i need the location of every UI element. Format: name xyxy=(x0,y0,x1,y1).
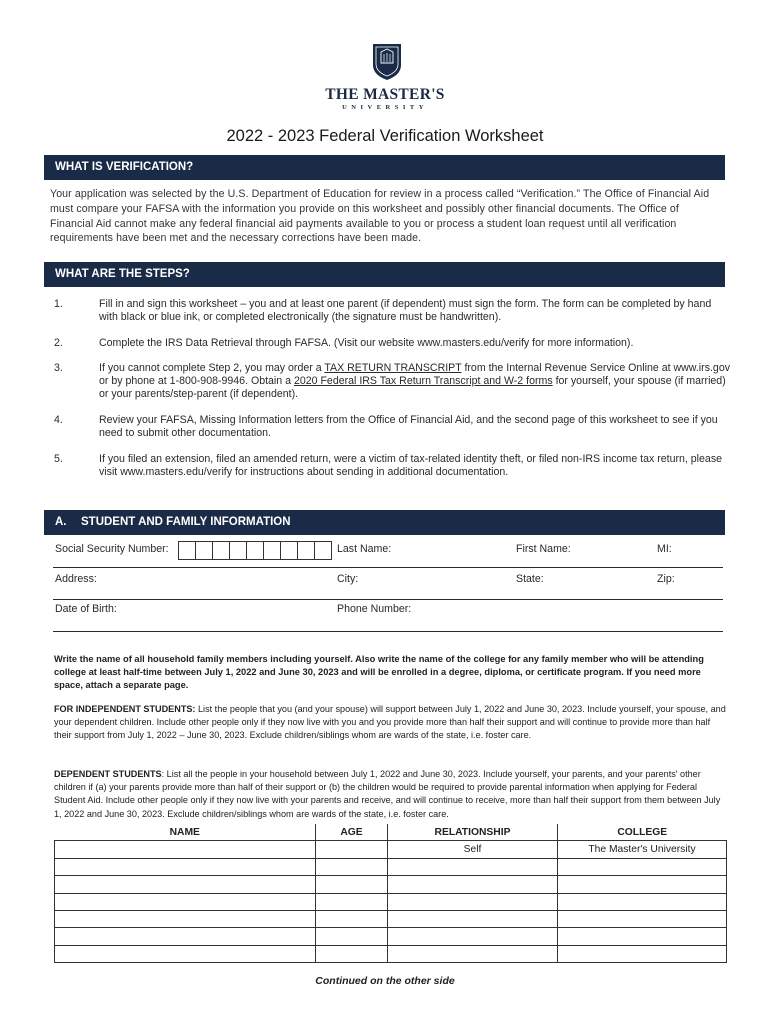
step-text: Complete the IRS Data Retrieval through FAFSA. (Visit our website www.masters.edu/verify for more information). xyxy=(99,337,634,349)
name-cell[interactable] xyxy=(55,841,316,858)
table-row xyxy=(55,841,727,858)
ssn-digit-box[interactable] xyxy=(178,541,196,560)
college-cell[interactable] xyxy=(558,928,727,945)
age-cell[interactable] xyxy=(316,928,388,945)
field-row-divider xyxy=(53,599,723,600)
field-row-divider xyxy=(53,631,723,632)
step-text xyxy=(99,362,730,401)
ssn-digit-box[interactable] xyxy=(229,541,247,560)
university-name: THE MASTER'S xyxy=(325,86,445,103)
section-letter: A. xyxy=(55,516,67,528)
ssn-digit-box[interactable] xyxy=(246,541,264,560)
college-cell[interactable] xyxy=(558,910,727,927)
independent-students-note xyxy=(54,703,728,743)
ssn-digit-box[interactable] xyxy=(212,541,230,560)
last-name-label: Last Name: xyxy=(337,543,392,555)
age-cell[interactable] xyxy=(316,945,388,962)
step-number: 2. xyxy=(54,337,63,349)
zip-label: Zip: xyxy=(657,573,675,585)
age-cell[interactable] xyxy=(316,893,388,910)
step-number: 5. xyxy=(54,453,63,465)
age-column-header: AGE xyxy=(316,824,388,841)
table-header-row xyxy=(55,824,727,841)
independent-label: FOR INDEPENDENT STUDENTS: xyxy=(54,704,196,714)
age-cell[interactable] xyxy=(316,841,388,858)
ssn-digit-box[interactable] xyxy=(195,541,213,560)
step-number: 4. xyxy=(54,414,63,426)
step-text: Fill in and sign this worksheet – you and at least one parent (if dependent) must sign the form. The form can be completed by hand with black or blue ink, or completed electronically (the signature must be handwritten). xyxy=(99,298,712,323)
ssn-input-boxes[interactable] xyxy=(178,541,332,560)
relationship-cell[interactable] xyxy=(388,893,558,910)
step-4 xyxy=(50,414,730,440)
college-cell[interactable]: The Master's University xyxy=(558,841,727,858)
table-row xyxy=(55,945,727,962)
step-3 xyxy=(50,362,730,401)
name-column-header: NAME xyxy=(55,824,316,841)
university-subtitle: UNIVERSITY xyxy=(342,104,428,111)
age-cell[interactable] xyxy=(316,858,388,875)
name-cell[interactable] xyxy=(55,910,316,927)
step-text-part: for yourself, your spouse (if married) or your parents/step-parent (if dependent). xyxy=(99,375,726,400)
age-cell[interactable] xyxy=(316,910,388,927)
college-column-header: COLLEGE xyxy=(558,824,727,841)
college-cell[interactable] xyxy=(558,876,727,893)
ssn-label: Social Security Number: xyxy=(55,543,169,555)
phone-label: Phone Number: xyxy=(337,603,412,615)
first-name-label: First Name: xyxy=(516,543,571,555)
relationship-column-header: RELATIONSHIP xyxy=(388,824,558,841)
name-cell[interactable] xyxy=(55,893,316,910)
relationship-cell[interactable] xyxy=(388,910,558,927)
college-cell[interactable] xyxy=(558,945,727,962)
table-row xyxy=(55,910,727,927)
state-label: State: xyxy=(516,573,544,585)
ssn-digit-box[interactable] xyxy=(314,541,332,560)
step-1 xyxy=(50,298,730,324)
table-row xyxy=(55,876,727,893)
step-text-part: If you cannot complete Step 2, you may order a xyxy=(99,362,325,374)
section-a-heading xyxy=(44,510,725,535)
table-row xyxy=(55,858,727,875)
steps-heading: WHAT ARE THE STEPS? xyxy=(44,262,725,287)
ssn-digit-box[interactable] xyxy=(263,541,281,560)
college-cell[interactable] xyxy=(558,858,727,875)
step-number: 3. xyxy=(54,362,63,374)
independent-text: List the people that you (and your spouse) will support between July 1, 2022 and June 30, 2023. Include yourself, your spouse, and your dependent children. Include other people only if they now live with you and you provide more than half their support and will continue to provide more than half their support from July 1, 2022 – June 30, 2023. Exclude children/siblings whom are wards of the state, i.e. foster care. xyxy=(54,704,726,741)
step-text-part: from the Internal Revenue Service Online at www.irs.gov or by phone at 1-800-908-9946. Obtain a xyxy=(99,362,731,387)
step-text: Review your FAFSA, Missing Information letters from the Office of Financial Aid, and the second page of this worksheet to see if you need to submit other documentation. xyxy=(99,414,718,439)
section-title: STUDENT AND FAMILY INFORMATION xyxy=(81,516,291,528)
field-row-divider xyxy=(53,567,723,568)
ssn-digit-box[interactable] xyxy=(297,541,315,560)
name-cell[interactable] xyxy=(55,876,316,893)
dependent-students-note xyxy=(54,768,728,821)
step-number: 1. xyxy=(54,298,63,310)
name-cell[interactable] xyxy=(55,945,316,962)
college-cell[interactable] xyxy=(558,893,727,910)
name-cell[interactable] xyxy=(55,928,316,945)
step-2 xyxy=(50,337,730,350)
address-label: Address: xyxy=(55,573,97,585)
document-title: 2022 - 2023 Federal Verification Worksheet xyxy=(226,127,544,145)
relationship-cell[interactable] xyxy=(388,858,558,875)
age-cell[interactable] xyxy=(316,876,388,893)
verification-body: Your application was selected by the U.S. Department of Education for review in a process called “Verification.” The Office of Financial Aid must compare your FAFSA with the information you provide on this worksheet and possibly other financial documents. The Office of Financial Aid cannot make any federal financial aid payments available to you or process a student loan request until all verification requirements have been met and the necessary corrections have been made. xyxy=(50,188,710,245)
relationship-cell[interactable] xyxy=(388,928,558,945)
dependent-text: : List all the people in your household between July 1, 2022 and June 30, 2023. Include yourself, your parents, and your parents' other children if (a) your parents provide more than half of their support or (b) the children would be required to provide parental information when applying for Federal Student Aid. Include other people only if they now live with your parents and receive, and will continue to receive, more than half their support from them between July 1, 2022 and June 30, 2023. Exclude children/siblings whom are wards of the state, i.e. foster care. xyxy=(54,769,721,819)
university-crest-icon xyxy=(372,43,402,81)
step-5 xyxy=(50,453,730,479)
name-cell[interactable] xyxy=(55,858,316,875)
household-members-table xyxy=(54,824,727,963)
dependent-label: DEPENDENT STUDENTS xyxy=(54,769,162,779)
irs-transcript-w2-link[interactable]: 2020 Federal IRS Tax Return Transcript and W-2 forms xyxy=(293,375,553,387)
ssn-digit-box[interactable] xyxy=(280,541,298,560)
verification-heading: WHAT IS VERIFICATION? xyxy=(44,155,725,180)
table-row xyxy=(55,928,727,945)
household-instruction: Write the name of all household family members including yourself. Also write the name of the college for any family member who will be attending college at least half-time between July 1, 2022 and June 30, 2023 and will be enrolled in a degree, diploma, or certificate program. If you need more space, attach a separate page. xyxy=(54,654,704,691)
relationship-cell[interactable] xyxy=(388,876,558,893)
city-label: City: xyxy=(337,573,359,585)
relationship-cell[interactable] xyxy=(388,945,558,962)
table-row xyxy=(55,893,727,910)
continued-note: Continued on the other side xyxy=(315,975,455,987)
tax-return-transcript-link[interactable]: TAX RETURN TRANSCRIPT xyxy=(324,362,462,374)
mi-label: MI: xyxy=(657,543,672,555)
relationship-cell[interactable]: Self xyxy=(388,841,558,858)
step-text: If you filed an extension, filed an amended return, were a victim of tax-related identity theft, or filed non-IRS income tax return, please visit www.masters.edu/verify for instructions about sending in additional documentation. xyxy=(99,453,723,478)
dob-label: Date of Birth: xyxy=(55,603,117,615)
